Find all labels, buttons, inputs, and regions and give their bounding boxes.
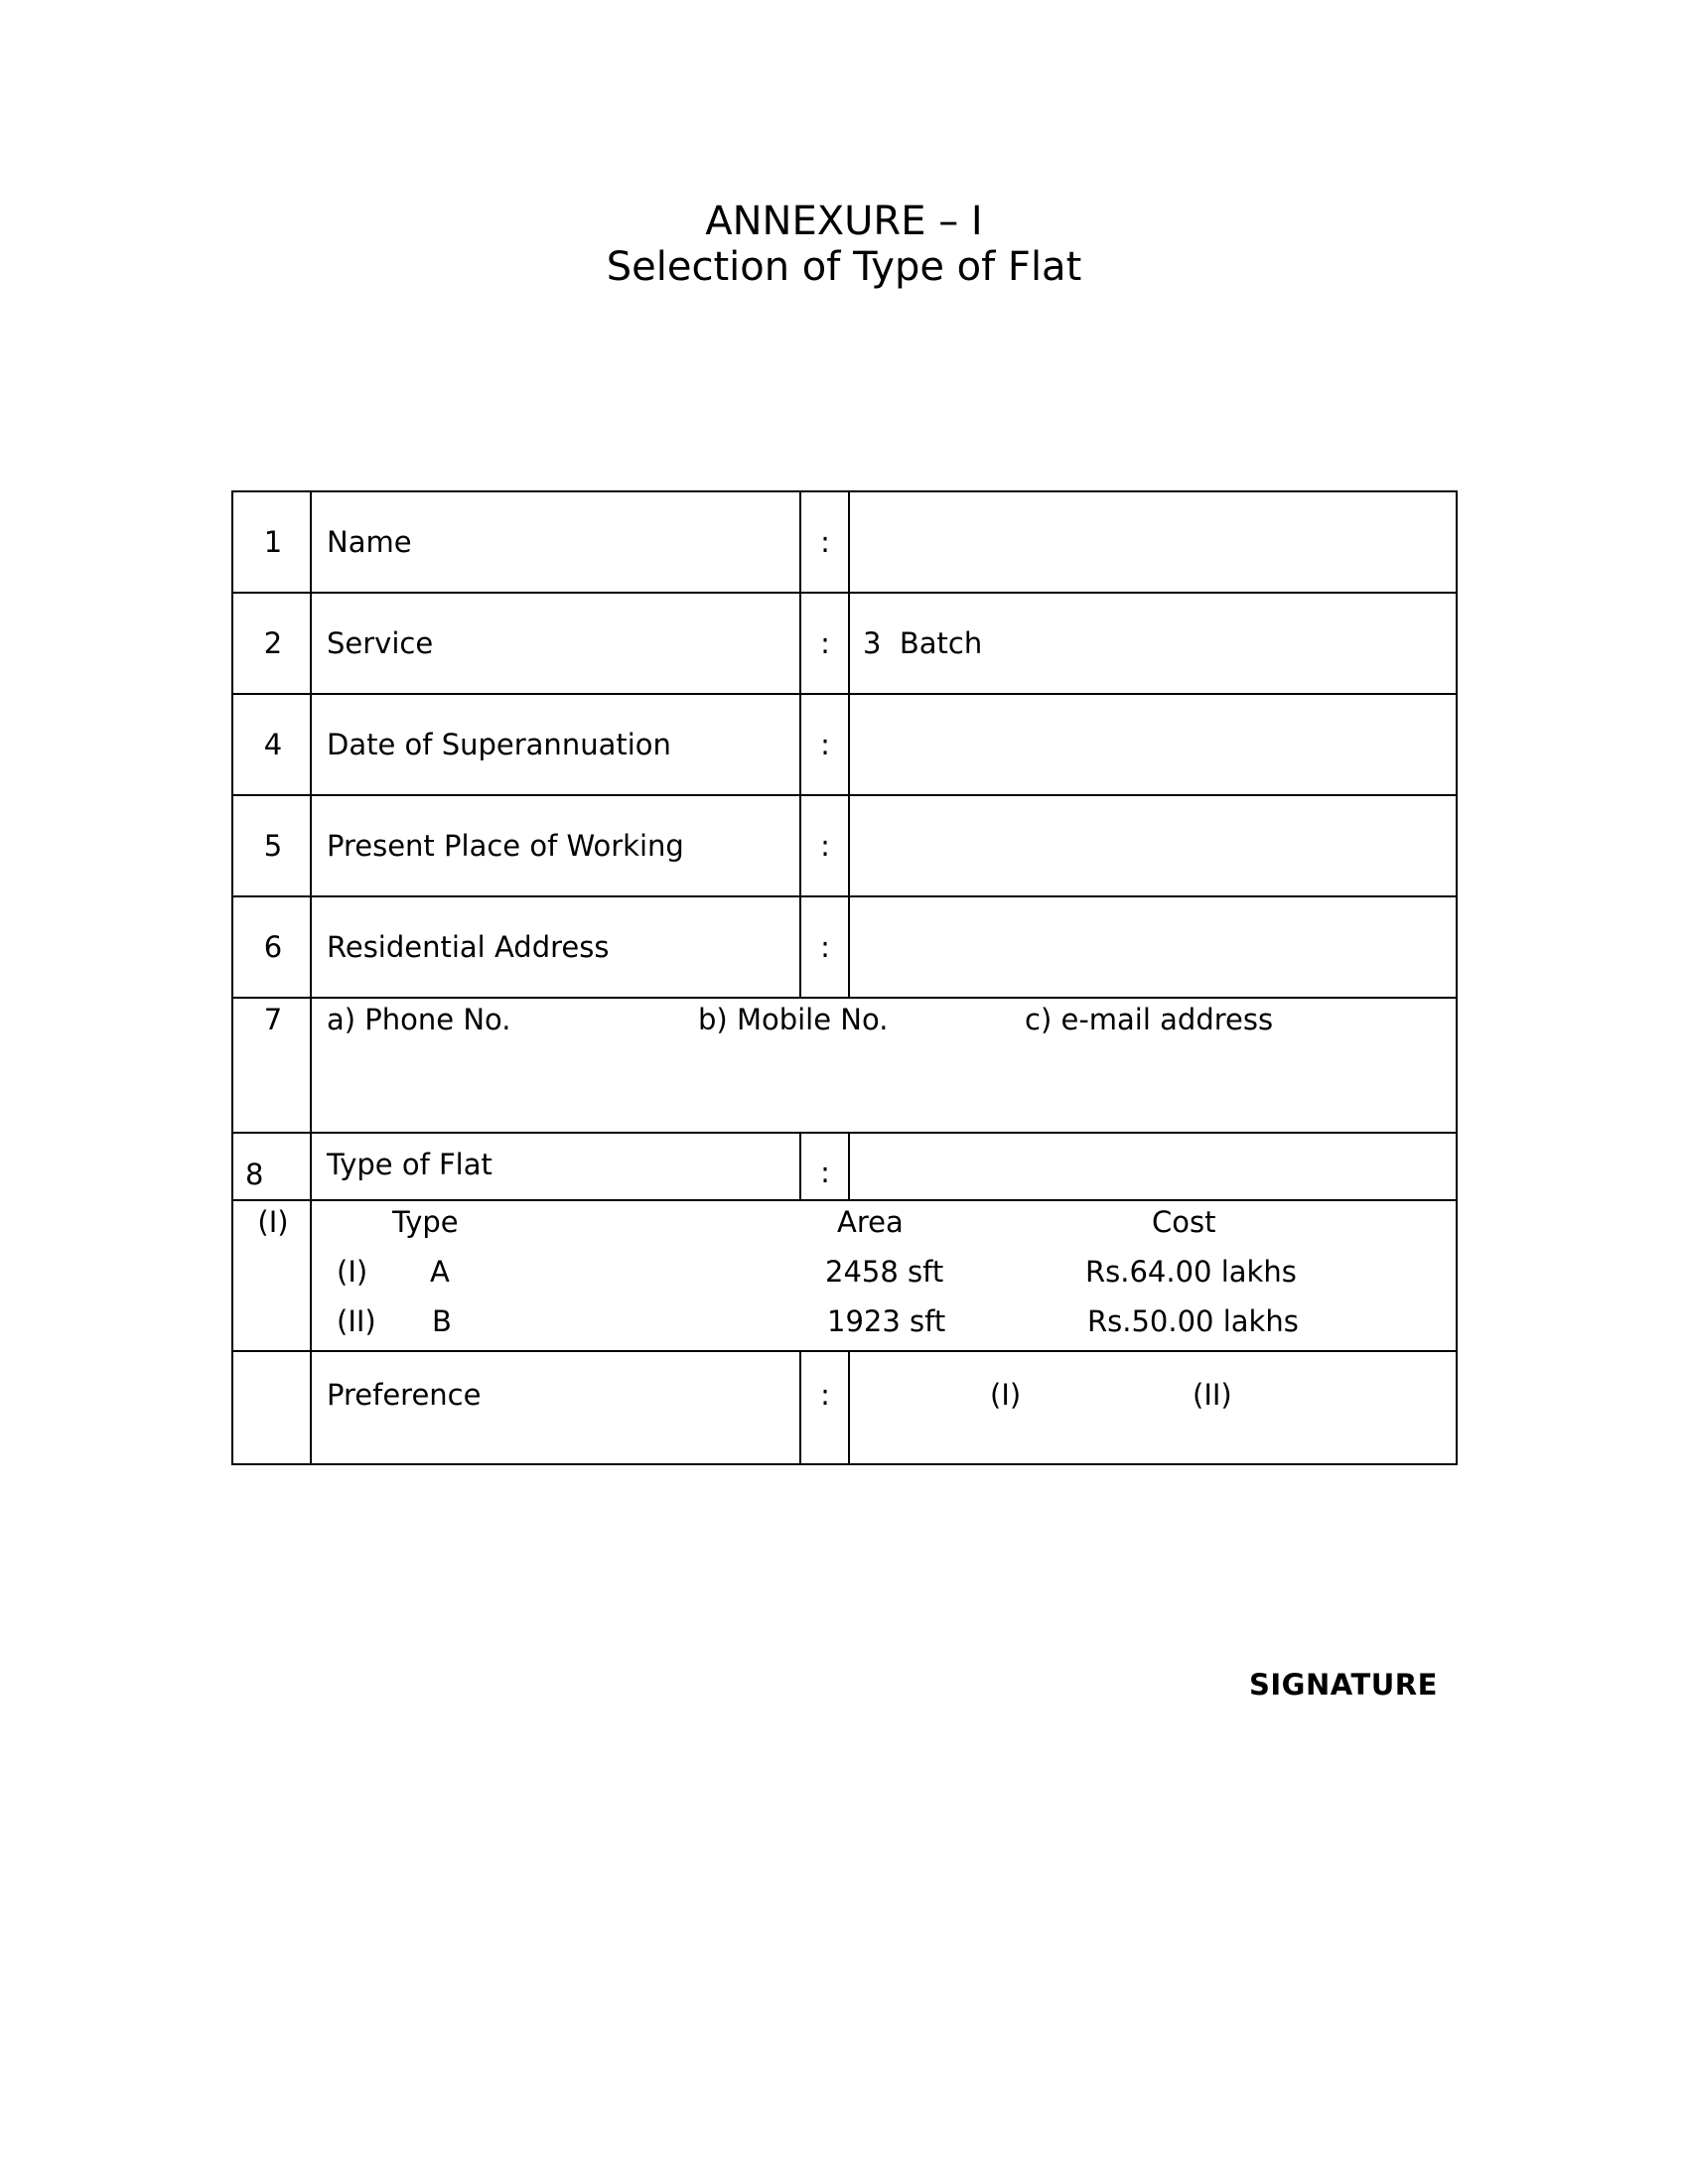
row-divider	[233, 592, 1456, 594]
preference-option-2[interactable]: (II)	[1193, 1378, 1232, 1412]
cost-column-header: Cost	[1152, 1205, 1216, 1239]
preference-option-1[interactable]: (I)	[990, 1378, 1022, 1412]
service-field[interactable]: 3 Batch	[863, 626, 983, 660]
option-index: (I)	[337, 1255, 368, 1289]
row-number: 4	[263, 728, 283, 761]
option-type: A	[430, 1255, 450, 1289]
workplace-label: Present Place of Working	[327, 829, 684, 863]
colon-separator: :	[820, 829, 830, 863]
service-label: Service	[327, 626, 434, 660]
area-column-header: Area	[837, 1205, 904, 1239]
row-number: 2	[263, 626, 283, 660]
row-divider	[233, 693, 1456, 695]
row-divider	[233, 895, 1456, 897]
option-area: 1923 sft	[827, 1304, 946, 1338]
application-form-table	[231, 490, 1458, 1465]
row-divider	[233, 1199, 1456, 1201]
type-column-header: Type	[392, 1205, 459, 1239]
workplace-field[interactable]	[863, 829, 1449, 863]
signature-label: SIGNATURE	[1249, 1668, 1438, 1702]
preference-label: Preference	[327, 1378, 482, 1412]
flat-type-label: Type of Flat	[327, 1148, 492, 1181]
row-divider	[233, 997, 1456, 999]
colon-separator: :	[820, 1156, 830, 1189]
document-title: ANNEXURE – I	[705, 199, 983, 244]
row-divider	[233, 1132, 1456, 1134]
option-type: B	[432, 1304, 452, 1338]
colon-separator: :	[820, 626, 830, 660]
phone-label: a) Phone No.	[327, 1003, 511, 1036]
row-number: 7	[263, 1003, 283, 1036]
option-index: (II)	[337, 1304, 376, 1338]
email-label: c) e-mail address	[1025, 1003, 1274, 1036]
superannuation-label: Date of Superannuation	[327, 728, 671, 761]
row-number: 1	[263, 525, 283, 559]
superannuation-field[interactable]	[863, 728, 1449, 761]
colon-separator: :	[820, 930, 830, 964]
row-divider	[233, 1350, 1456, 1352]
name-label: Name	[327, 525, 412, 559]
option-cost: Rs.50.00 lakhs	[1087, 1304, 1299, 1338]
address-field[interactable]	[863, 930, 1449, 964]
colon-separator: :	[820, 728, 830, 761]
name-field[interactable]	[863, 525, 1449, 559]
row-number: 5	[263, 829, 283, 863]
flat-type-field[interactable]	[863, 1148, 1449, 1181]
row-number: (I)	[257, 1205, 289, 1239]
address-label: Residential Address	[327, 930, 610, 964]
document-subtitle: Selection of Type of Flat	[606, 244, 1082, 290]
row-number: 8	[245, 1158, 264, 1191]
option-area: 2458 sft	[825, 1255, 944, 1289]
colon-separator: :	[820, 525, 830, 559]
row-divider	[233, 794, 1456, 796]
mobile-label: b) Mobile No.	[698, 1003, 889, 1036]
option-cost: Rs.64.00 lakhs	[1085, 1255, 1297, 1289]
colon-separator: :	[820, 1378, 830, 1412]
row-number: 6	[263, 930, 283, 964]
